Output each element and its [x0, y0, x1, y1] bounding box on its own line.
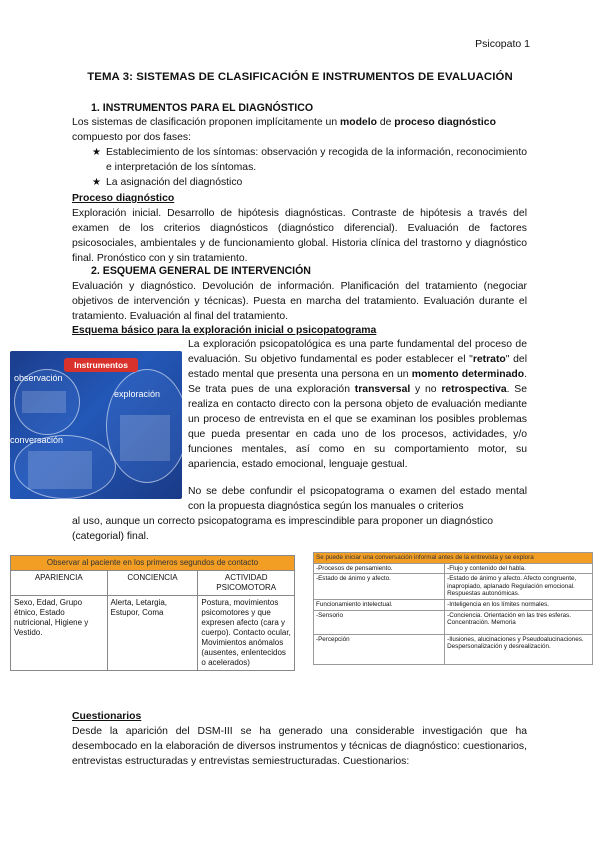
diagram-label: conversación [10, 435, 64, 445]
section2-heading: 2. ESQUEMA GENERAL DE INTERVENCIÓN [91, 265, 311, 277]
table-header: Se puede iniciar una conversación informal antes de la entrevista y se explora [314, 553, 593, 564]
table-cell: -Procesos de pensamiento. [314, 563, 445, 574]
table-cell: -Conciencia. Orientación en las tres esferas. Concentración. Memoria [445, 610, 593, 634]
section2-text: Evaluación y diagnóstico. Devolución de información. Planificación del tratamiento (negociar objetivos de intervención y técnicas). Puesta en marcha del tratamiento. Evaluación durante el tratamiento. Evaluación al final del tratamiento. [72, 281, 527, 322]
table-cell: Postura, movimientos psicomotores y que expresen afecto (cara y cuerpo). Contacto ocular, Movimientos anómalos (ausentes, enlentecidos o acelerados) [198, 596, 295, 671]
instrumentos-diagram [10, 351, 182, 499]
psicopatograma-p1: La exploración psicopatológica es una parte fundamental del proceso de evaluación. Su objetivo fundamental es poder establecer el "retrato" del estado mental que presenta una persona en un momento determinado. Se trata pues de una exploración transversal y no retrospectiva. Se realiza en contacto directo con la persona objeto de evaluación mediante un proceso de entrevista en el que se examinan los posibles problemas que pueda presentar en cada uno de los procesos, actividades, y/o funciones mentales, así como en su comportamiento motor, su apariencia, estado emocional, lenguaje gestual. [188, 339, 528, 470]
section1-intro: Los sistemas de clasificación proponen implícitamente un modelo de proceso diagnóstico compuesto por dos fases: [72, 117, 496, 143]
table-cell: -Flujo y contenido del habla. [445, 563, 593, 574]
column-header: ACTIVIDAD PSICOMOTORA [198, 571, 295, 596]
list-item: ★ Establecimiento de los síntomas: observación y recogida de la información, reconocimiento e interpretación de los síntomas. [92, 147, 527, 173]
table-cell: -Estado de ánimo y afecto. Afecto congruente, inapropiado, aplanado Regulación emocional. Respuestas autonómicas. [445, 574, 593, 600]
table-cell: -Percepción [314, 634, 445, 664]
diagram-label: exploración [114, 389, 161, 399]
diagram-blur [28, 451, 92, 489]
diagram-banner: Instrumentos [64, 358, 138, 372]
diagram-blur [22, 391, 66, 413]
column-header: APARIENCIA [11, 571, 108, 596]
proceso-heading: Proceso diagnóstico [72, 193, 175, 204]
table-cell: Funcionamiento intelectual. [314, 599, 445, 610]
esquema-heading: Esquema básico para la exploración inicial o psicopatograma [72, 325, 377, 336]
proceso-text: Exploración inicial. Desarrollo de hipótesis diagnósticas. Contraste de hipótesis a través del examen de los criterios diagnósticos (diagnóstico diferencial). Evaluación de factores psicosociales, ambientales y de funcionamiento global. Historia clínica del trastorno y diagnóstico final. Pronóstico con y sin tratamiento. [72, 208, 527, 264]
observation-table [10, 555, 295, 671]
diagram-label: observación [14, 373, 63, 383]
table-cell: -Estado de ánimo y afecto. [314, 574, 445, 600]
section1-heading: 1. INSTRUMENTOS PARA EL DIAGNÓSTICO [91, 102, 314, 114]
page-header: Psicopato 1 [475, 38, 530, 50]
table-cell: -Sensorio [314, 610, 445, 634]
cuestionarios-heading: Cuestionarios [72, 711, 142, 722]
star-icon: ★ [92, 177, 101, 188]
table-header: Observar al paciente en los primeros segundos de contacto [11, 556, 295, 571]
column-header: CONCIENCIA [107, 571, 198, 596]
psicopatograma-p2b: al uso, aunque un correcto psicopatograma es imprescindible para proponer un diagnóstico (categorial) final. [72, 516, 494, 542]
conversation-table [313, 552, 593, 665]
diagram-blur [120, 415, 170, 461]
phase-list [72, 145, 527, 190]
table-cell: Sexo, Edad, Grupo étnico, Estado nutricional, Higiene y Vestido. [11, 596, 108, 671]
cuestionarios-text: Desde la aparición del DSM-III se ha generado una considerable investigación que ha desembocado en la elaboración de diversos instrumentos y técnicas de diagnóstico: cuestionarios, entrevistas estructuradas y entrevistas semiestructuradas. Cuestionarios: [72, 726, 527, 767]
psicopatograma-p2a: No se debe confundir el psicopatograma o examen del estado mental con la propuesta diagnóstica según los manuales o criterios [188, 486, 527, 512]
star-icon: ★ [92, 147, 101, 158]
table-cell: Alerta, Letargia, Estupor, Coma [107, 596, 198, 671]
table-cell: -Inteligencia en los límites normales. [445, 599, 593, 610]
list-item: ★ La asignación del diagnóstico [92, 177, 243, 188]
document-title: TEMA 3: SISTEMAS DE CLASIFICACIÓN E INSTRUMENTOS DE EVALUACIÓN [87, 71, 513, 83]
table-cell: -Ilusiones, alucinaciones y Pseudoalucinaciones. Despersonalización y desrealización. [445, 634, 593, 664]
